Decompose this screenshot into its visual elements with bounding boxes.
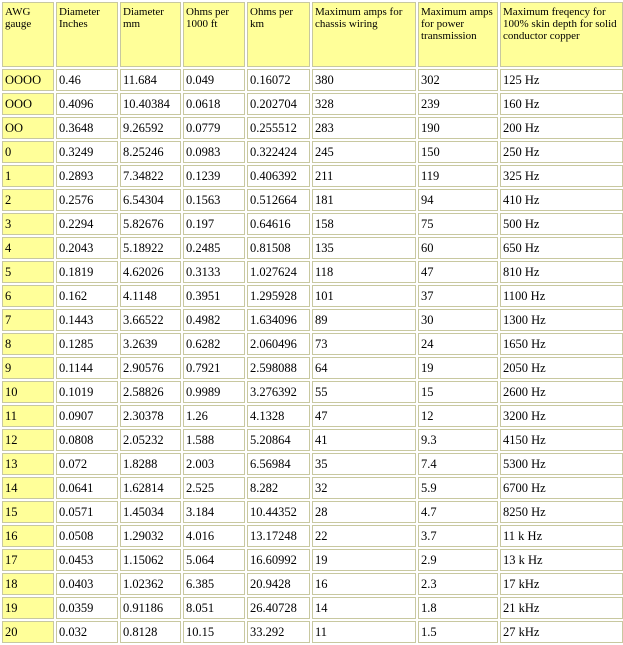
max-amps-chassis-cell: 55 (312, 381, 416, 403)
max-frequency-cell: 13 k Hz (500, 549, 623, 571)
diameter-mm-cell: 3.66522 (120, 309, 181, 331)
header-ohms-per-1000ft: Ohms per 1000 ft (183, 2, 245, 67)
ohms-per-1000ft-cell: 0.049 (183, 69, 245, 91)
ohms-per-1000ft-cell: 0.0983 (183, 141, 245, 163)
gauge-cell: 6 (2, 285, 54, 307)
diameter-mm-cell: 6.54304 (120, 189, 181, 211)
gauge-cell: 20 (2, 621, 54, 643)
gauge-cell: 11 (2, 405, 54, 427)
max-amps-power-cell: 190 (418, 117, 498, 139)
ohms-per-km-cell: 0.202704 (247, 93, 310, 115)
table-row (2, 117, 623, 139)
table-row (2, 333, 623, 355)
gauge-cell: 18 (2, 573, 54, 595)
max-amps-chassis-cell: 181 (312, 189, 416, 211)
max-amps-power-cell: 75 (418, 213, 498, 235)
diameter-mm-cell: 0.8128 (120, 621, 181, 643)
ohms-per-km-cell: 0.255512 (247, 117, 310, 139)
gauge-cell: 5 (2, 261, 54, 283)
diameter-mm-cell: 1.62814 (120, 477, 181, 499)
max-amps-power-cell: 24 (418, 333, 498, 355)
max-frequency-cell: 325 Hz (500, 165, 623, 187)
ohms-per-1000ft-cell: 2.003 (183, 453, 245, 475)
table-row (2, 141, 623, 163)
ohms-per-1000ft-cell: 0.3951 (183, 285, 245, 307)
diameter-mm-cell: 0.91186 (120, 597, 181, 619)
diameter-mm-cell: 1.8288 (120, 453, 181, 475)
ohms-per-1000ft-cell: 0.0779 (183, 117, 245, 139)
ohms-per-km-cell: 33.292 (247, 621, 310, 643)
ohms-per-km-cell: 26.40728 (247, 597, 310, 619)
max-amps-chassis-cell: 47 (312, 405, 416, 427)
diameter-inches-cell: 0.2043 (56, 237, 118, 259)
ohms-per-1000ft-cell: 5.064 (183, 549, 245, 571)
table-row (2, 453, 623, 475)
table-row (2, 621, 623, 643)
max-amps-chassis-cell: 73 (312, 333, 416, 355)
ohms-per-1000ft-cell: 2.525 (183, 477, 245, 499)
ohms-per-1000ft-cell: 1.588 (183, 429, 245, 451)
max-amps-chassis-cell: 328 (312, 93, 416, 115)
gauge-cell: 8 (2, 333, 54, 355)
max-frequency-cell: 160 Hz (500, 93, 623, 115)
ohms-per-1000ft-cell: 0.197 (183, 213, 245, 235)
gauge-cell: 12 (2, 429, 54, 451)
diameter-inches-cell: 0.1443 (56, 309, 118, 331)
diameter-mm-cell: 2.30378 (120, 405, 181, 427)
table-row (2, 525, 623, 547)
diameter-inches-cell: 0.2893 (56, 165, 118, 187)
ohms-per-km-cell: 0.512664 (247, 189, 310, 211)
ohms-per-1000ft-cell: 4.016 (183, 525, 245, 547)
table-row (2, 69, 623, 91)
table-row (2, 213, 623, 235)
max-amps-power-cell: 9.3 (418, 429, 498, 451)
max-amps-power-cell: 119 (418, 165, 498, 187)
ohms-per-1000ft-cell: 0.1239 (183, 165, 245, 187)
table-row (2, 381, 623, 403)
table-row (2, 237, 623, 259)
diameter-mm-cell: 7.34822 (120, 165, 181, 187)
max-frequency-cell: 650 Hz (500, 237, 623, 259)
ohms-per-km-cell: 0.406392 (247, 165, 310, 187)
max-amps-power-cell: 60 (418, 237, 498, 259)
max-frequency-cell: 8250 Hz (500, 501, 623, 523)
ohms-per-km-cell: 5.20864 (247, 429, 310, 451)
ohms-per-km-cell: 0.64616 (247, 213, 310, 235)
ohms-per-1000ft-cell: 0.0618 (183, 93, 245, 115)
max-frequency-cell: 1650 Hz (500, 333, 623, 355)
gauge-cell: 1 (2, 165, 54, 187)
diameter-inches-cell: 0.032 (56, 621, 118, 643)
diameter-inches-cell: 0.1019 (56, 381, 118, 403)
gauge-cell: 4 (2, 237, 54, 259)
ohms-per-km-cell: 16.60992 (247, 549, 310, 571)
diameter-mm-cell: 1.15062 (120, 549, 181, 571)
max-amps-chassis-cell: 14 (312, 597, 416, 619)
max-amps-chassis-cell: 16 (312, 573, 416, 595)
diameter-inches-cell: 0.162 (56, 285, 118, 307)
ohms-per-1000ft-cell: 8.051 (183, 597, 245, 619)
max-amps-power-cell: 1.5 (418, 621, 498, 643)
max-frequency-cell: 3200 Hz (500, 405, 623, 427)
max-frequency-cell: 1100 Hz (500, 285, 623, 307)
gauge-cell: 13 (2, 453, 54, 475)
gauge-cell: OOO (2, 93, 54, 115)
max-amps-chassis-cell: 22 (312, 525, 416, 547)
gauge-cell: 14 (2, 477, 54, 499)
max-amps-chassis-cell: 41 (312, 429, 416, 451)
max-frequency-cell: 410 Hz (500, 189, 623, 211)
max-amps-chassis-cell: 28 (312, 501, 416, 523)
diameter-mm-cell: 2.58826 (120, 381, 181, 403)
diameter-mm-cell: 9.26592 (120, 117, 181, 139)
gauge-cell: 3 (2, 213, 54, 235)
diameter-mm-cell: 8.25246 (120, 141, 181, 163)
table-row (2, 309, 623, 331)
max-frequency-cell: 500 Hz (500, 213, 623, 235)
diameter-mm-cell: 1.02362 (120, 573, 181, 595)
max-frequency-cell: 5300 Hz (500, 453, 623, 475)
max-amps-power-cell: 7.4 (418, 453, 498, 475)
diameter-inches-cell: 0.0907 (56, 405, 118, 427)
header-max-amps-chassis: Maximum amps for chassis wiring (312, 2, 416, 67)
gauge-cell: 0 (2, 141, 54, 163)
diameter-mm-cell: 4.1148 (120, 285, 181, 307)
ohms-per-1000ft-cell: 0.6282 (183, 333, 245, 355)
gauge-cell: OOOO (2, 69, 54, 91)
max-frequency-cell: 810 Hz (500, 261, 623, 283)
diameter-mm-cell: 1.45034 (120, 501, 181, 523)
ohms-per-km-cell: 6.56984 (247, 453, 310, 475)
max-frequency-cell: 21 kHz (500, 597, 623, 619)
ohms-per-1000ft-cell: 1.26 (183, 405, 245, 427)
max-frequency-cell: 125 Hz (500, 69, 623, 91)
diameter-inches-cell: 0.0571 (56, 501, 118, 523)
max-amps-power-cell: 5.9 (418, 477, 498, 499)
max-frequency-cell: 6700 Hz (500, 477, 623, 499)
max-amps-chassis-cell: 283 (312, 117, 416, 139)
diameter-inches-cell: 0.0403 (56, 573, 118, 595)
max-amps-power-cell: 150 (418, 141, 498, 163)
gauge-cell: 17 (2, 549, 54, 571)
ohms-per-km-cell: 1.027624 (247, 261, 310, 283)
header-max-frequency: Maximum freqency for 100% skin depth for solid conductor copper (500, 2, 623, 67)
max-amps-power-cell: 19 (418, 357, 498, 379)
max-amps-power-cell: 47 (418, 261, 498, 283)
max-amps-power-cell: 30 (418, 309, 498, 331)
max-amps-chassis-cell: 211 (312, 165, 416, 187)
diameter-mm-cell: 10.40384 (120, 93, 181, 115)
gauge-cell: 10 (2, 381, 54, 403)
diameter-inches-cell: 0.0359 (56, 597, 118, 619)
diameter-inches-cell: 0.0453 (56, 549, 118, 571)
table-row (2, 285, 623, 307)
max-amps-power-cell: 2.9 (418, 549, 498, 571)
ohms-per-km-cell: 13.17248 (247, 525, 310, 547)
gauge-cell: 7 (2, 309, 54, 331)
max-amps-chassis-cell: 101 (312, 285, 416, 307)
ohms-per-km-cell: 8.282 (247, 477, 310, 499)
ohms-per-km-cell: 4.1328 (247, 405, 310, 427)
max-amps-power-cell: 2.3 (418, 573, 498, 595)
table-row (2, 573, 623, 595)
header-awg-gauge: AWG gauge (2, 2, 54, 67)
diameter-mm-cell: 11.684 (120, 69, 181, 91)
diameter-inches-cell: 0.4096 (56, 93, 118, 115)
diameter-mm-cell: 5.18922 (120, 237, 181, 259)
ohms-per-km-cell: 0.16072 (247, 69, 310, 91)
diameter-inches-cell: 0.2576 (56, 189, 118, 211)
table-row (2, 501, 623, 523)
max-amps-chassis-cell: 158 (312, 213, 416, 235)
max-frequency-cell: 11 k Hz (500, 525, 623, 547)
header-max-amps-power: Maximum amps for power transmission (418, 2, 498, 67)
ohms-per-1000ft-cell: 0.4982 (183, 309, 245, 331)
max-frequency-cell: 250 Hz (500, 141, 623, 163)
diameter-inches-cell: 0.072 (56, 453, 118, 475)
max-frequency-cell: 17 kHz (500, 573, 623, 595)
diameter-mm-cell: 3.2639 (120, 333, 181, 355)
max-amps-chassis-cell: 118 (312, 261, 416, 283)
max-frequency-cell: 200 Hz (500, 117, 623, 139)
max-amps-chassis-cell: 380 (312, 69, 416, 91)
table-row (2, 597, 623, 619)
ohms-per-km-cell: 1.295928 (247, 285, 310, 307)
table-row (2, 405, 623, 427)
max-amps-power-cell: 239 (418, 93, 498, 115)
table-row (2, 165, 623, 187)
max-frequency-cell: 2600 Hz (500, 381, 623, 403)
max-amps-chassis-cell: 245 (312, 141, 416, 163)
table-row (2, 477, 623, 499)
max-frequency-cell: 4150 Hz (500, 429, 623, 451)
table-row (2, 429, 623, 451)
ohms-per-km-cell: 0.81508 (247, 237, 310, 259)
ohms-per-km-cell: 0.322424 (247, 141, 310, 163)
max-amps-power-cell: 302 (418, 69, 498, 91)
ohms-per-1000ft-cell: 10.15 (183, 621, 245, 643)
max-amps-chassis-cell: 32 (312, 477, 416, 499)
diameter-inches-cell: 0.0808 (56, 429, 118, 451)
table-body (2, 69, 623, 643)
header-ohms-per-km: Ohms per km (247, 2, 310, 67)
max-frequency-cell: 2050 Hz (500, 357, 623, 379)
diameter-inches-cell: 0.0641 (56, 477, 118, 499)
ohms-per-km-cell: 3.276392 (247, 381, 310, 403)
gauge-cell: 16 (2, 525, 54, 547)
diameter-inches-cell: 0.3648 (56, 117, 118, 139)
ohms-per-1000ft-cell: 0.1563 (183, 189, 245, 211)
ohms-per-1000ft-cell: 0.7921 (183, 357, 245, 379)
ohms-per-km-cell: 10.44352 (247, 501, 310, 523)
max-amps-chassis-cell: 64 (312, 357, 416, 379)
ohms-per-1000ft-cell: 3.184 (183, 501, 245, 523)
header-diameter-inches: Diameter Inches (56, 2, 118, 67)
diameter-inches-cell: 0.1144 (56, 357, 118, 379)
ohms-per-km-cell: 2.598088 (247, 357, 310, 379)
gauge-cell: OO (2, 117, 54, 139)
max-amps-power-cell: 15 (418, 381, 498, 403)
diameter-inches-cell: 0.46 (56, 69, 118, 91)
ohms-per-1000ft-cell: 0.2485 (183, 237, 245, 259)
max-amps-power-cell: 4.7 (418, 501, 498, 523)
ohms-per-1000ft-cell: 0.3133 (183, 261, 245, 283)
max-amps-chassis-cell: 11 (312, 621, 416, 643)
gauge-cell: 9 (2, 357, 54, 379)
gauge-cell: 15 (2, 501, 54, 523)
max-amps-chassis-cell: 19 (312, 549, 416, 571)
diameter-mm-cell: 4.62026 (120, 261, 181, 283)
ohms-per-1000ft-cell: 6.385 (183, 573, 245, 595)
diameter-inches-cell: 0.1819 (56, 261, 118, 283)
diameter-inches-cell: 0.1285 (56, 333, 118, 355)
diameter-mm-cell: 5.82676 (120, 213, 181, 235)
diameter-mm-cell: 1.29032 (120, 525, 181, 547)
ohms-per-km-cell: 1.634096 (247, 309, 310, 331)
max-amps-power-cell: 37 (418, 285, 498, 307)
max-amps-power-cell: 94 (418, 189, 498, 211)
max-amps-chassis-cell: 135 (312, 237, 416, 259)
gauge-cell: 2 (2, 189, 54, 211)
header-diameter-mm: Diameter mm (120, 2, 181, 67)
diameter-inches-cell: 0.3249 (56, 141, 118, 163)
max-amps-chassis-cell: 35 (312, 453, 416, 475)
max-frequency-cell: 27 kHz (500, 621, 623, 643)
diameter-inches-cell: 0.2294 (56, 213, 118, 235)
max-amps-power-cell: 12 (418, 405, 498, 427)
ohms-per-1000ft-cell: 0.9989 (183, 381, 245, 403)
table-row (2, 549, 623, 571)
max-amps-power-cell: 3.7 (418, 525, 498, 547)
table-row (2, 357, 623, 379)
table-row (2, 261, 623, 283)
diameter-inches-cell: 0.0508 (56, 525, 118, 547)
ohms-per-km-cell: 2.060496 (247, 333, 310, 355)
diameter-mm-cell: 2.05232 (120, 429, 181, 451)
table-row (2, 93, 623, 115)
table-header-row (2, 2, 623, 67)
gauge-cell: 19 (2, 597, 54, 619)
ohms-per-km-cell: 20.9428 (247, 573, 310, 595)
diameter-mm-cell: 2.90576 (120, 357, 181, 379)
table-row (2, 189, 623, 211)
max-amps-power-cell: 1.8 (418, 597, 498, 619)
max-amps-chassis-cell: 89 (312, 309, 416, 331)
max-frequency-cell: 1300 Hz (500, 309, 623, 331)
